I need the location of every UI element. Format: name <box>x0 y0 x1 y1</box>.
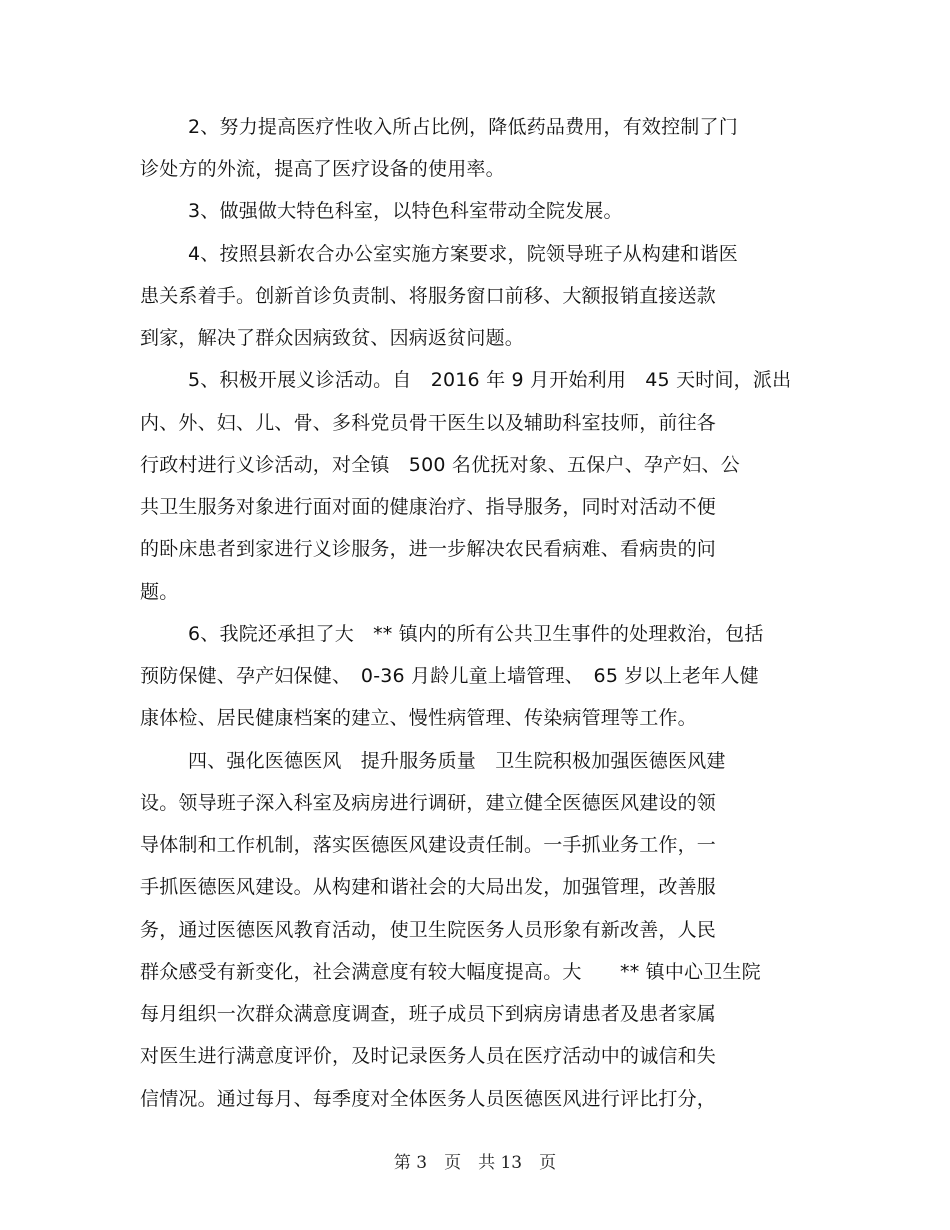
text-line: 康体检、居民健康档案的建立、慢性病管理、传染病管理等工作。 <box>140 707 697 729</box>
text-line: 设。领导班子深入科室及病房进行调研，建立健全医德医风建设的领 <box>140 792 717 814</box>
text-line: 行政村进行义诊活动，对全镇 500 名优抚对象、五保户、孕产妇、公 <box>140 454 740 476</box>
text-line: 题。 <box>140 581 179 603</box>
text-line: 到家，解决了群众因病致贫、因病返贫问题。 <box>140 327 525 349</box>
text-line: 务，通过医德医风教育活动，使卫生院医务人员形象有新改善，人民 <box>140 919 717 941</box>
page-number-footer: 第 3 页 共 13 页 <box>393 1153 557 1173</box>
text-line: 共卫生服务对象进行面对面的健康治疗、指导服务，同时对活动不便 <box>140 496 717 518</box>
text-line: 对医生进行满意度评价，及时记录医务人员在医疗活动中的诚信和失 <box>140 1045 717 1067</box>
text-line: 4、按照县新农合办公室实施方案要求，院领导班子从构建和谐医 <box>188 243 738 265</box>
text-line: 的卧床患者到家进行义诊服务，进一步解决农民看病难、看病贵的问 <box>140 538 717 560</box>
text-line: 预防保健、孕产妇保健、 0-36 月龄儿童上墙管理、 65 岁以上老年人健 <box>140 665 759 687</box>
text-line: 患关系着手。创新首诊负责制、将服务窗口前移、大额报销直接送款 <box>140 285 717 307</box>
text-line: 内、外、妇、儿、骨、多科党员骨干医生以及辅助科室技师，前往各 <box>140 412 717 434</box>
text-line: 手抓医德医风建设。从构建和谐社会的大局出发，加强管理，改善服 <box>140 876 717 898</box>
text-line: 诊处方的外流，提高了医疗设备的使用率。 <box>140 158 505 180</box>
text-line: 3、做强做大特色科室，以特色科室带动全院发展。 <box>188 200 623 222</box>
text-line: 信情况。通过每月、每季度对全体医务人员医德医风进行评比打分， <box>140 1088 717 1110</box>
text-line: 6、我院还承担了大 ** 镇内的所有公共卫生事件的处理救治，包括 <box>188 623 764 645</box>
text-line: 群众感受有新变化，社会满意度有较大幅度提高。大 ** 镇中心卫生院 <box>140 961 761 983</box>
text-line: 每月组织一次群众满意度调查，班子成员下到病房请患者及患者家属 <box>140 1003 717 1025</box>
text-line: 5、积极开展义诊活动。自 2016 年 9 月开始利用 45 天时间，派出 <box>188 369 792 391</box>
text-line: 2、努力提高医疗性收入所占比例，降低药品费用，有效控制了门 <box>188 116 738 138</box>
text-line: 导体制和工作机制，落实医德医风建设责任制。一手抓业务工作，一 <box>140 834 717 856</box>
text-line: 四、强化医德医风 提升服务质量 卫生院积极加强医德医风建 <box>188 750 726 772</box>
